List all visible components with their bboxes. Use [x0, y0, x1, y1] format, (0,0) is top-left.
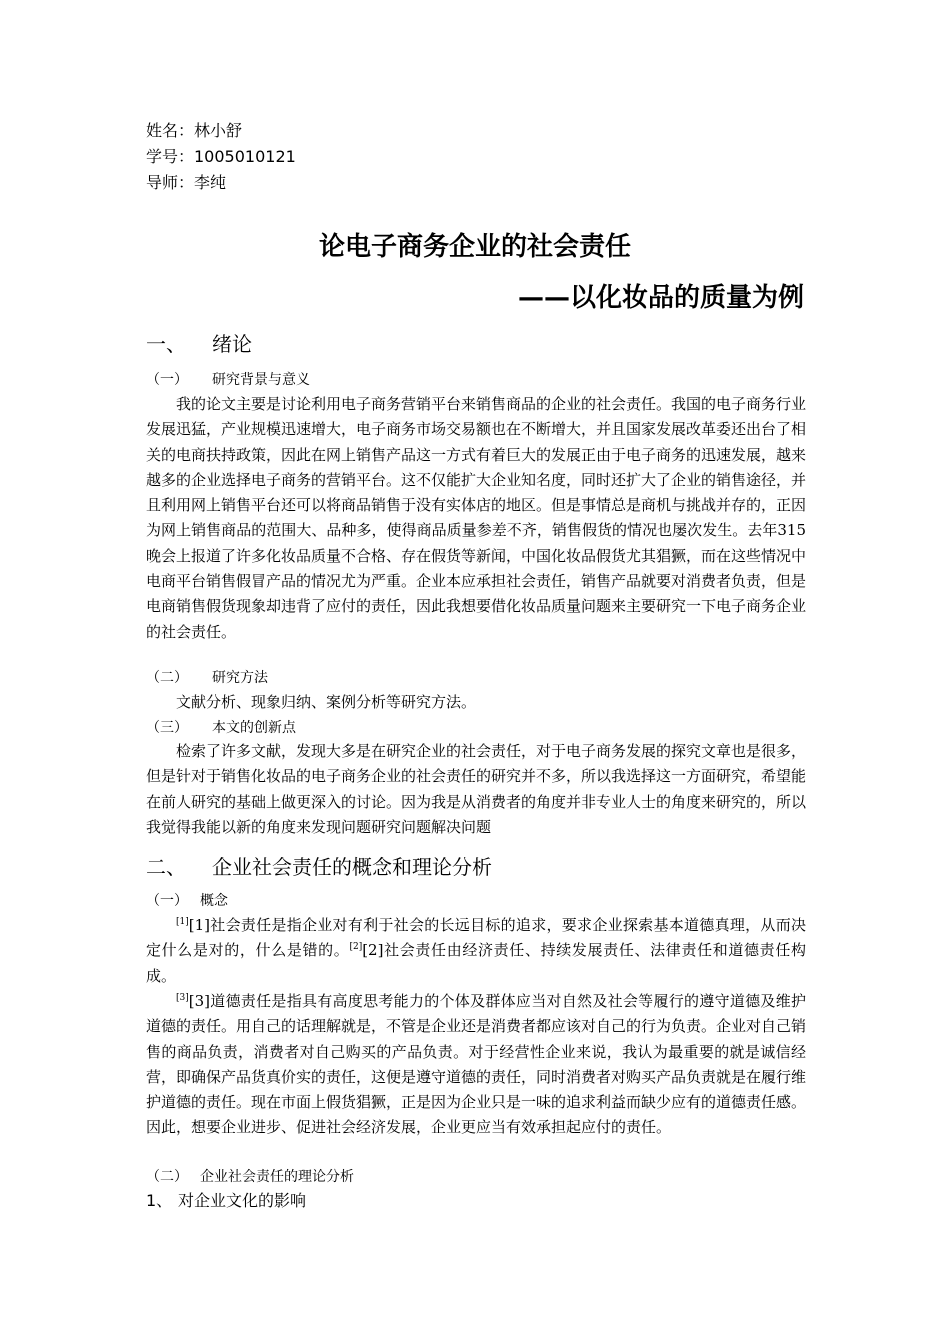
- innovation-paragraph: 检索了许多文献，发现大多是在研究企业的社会责任，对于电子商务发展的探究文章也是很多，但是针对于销售化妆品的电子商务企业的社会责任的研究并不多，所以我选择这一方面研究，希望能在前人研究的基础上做更深入的讨论。因为我是从消费者的角度并非专业人士的角度来研究的，所以我觉得我能以新的角度来发现问题研究问题解决问题: [146, 742, 807, 836]
- section-1-1-number: （一）: [146, 372, 188, 388]
- citation-2-superscript: [2]: [349, 942, 363, 953]
- item-1-heading: [146, 1188, 306, 1211]
- concept-text-3: 道德责任是指具有高度思考能力的个体及群体应当对自然及社会等履行的遵守道德及维护道德的责任。用自己的话理解就是，不管是企业还是消费者都应该对自己的行为负责。企业对自己销售的商品负责，消费者对自己购买的产品负责。对于经营性企业来说，我认为最重要的就是诚信经营，即确保产品货真价实的责任，这便是遵守道德的责任，同时消费者对购买产品负责就是在履行维护道德的责任。现在市面上假货猖獗，正是因为企业只是一味的追求利益而缺少应有的道德责任感。因此，想要企业进步、促进社会经济发展，企业更应当有效承担起应付的责任。: [146, 992, 807, 1137]
- section-2-1-heading: [146, 890, 228, 910]
- page-title: 论电子商务企业的社会责任: [318, 232, 631, 262]
- section-2-heading: [146, 851, 492, 880]
- section-2-1-title: 概念: [200, 893, 228, 909]
- citation-2: [2]: [362, 941, 384, 960]
- section-1-3-number: （三）: [146, 720, 188, 736]
- section-1-number: 一、: [146, 332, 186, 356]
- section-1-heading: [146, 328, 252, 357]
- citation-1: [1]: [188, 916, 210, 934]
- advisor-name: 导师：李纯: [146, 173, 227, 192]
- section-2-2-number: （二）: [146, 1169, 188, 1185]
- section-1-1-title: 研究背景与意义: [212, 372, 310, 388]
- methods-paragraph: 文献分析、现象归纳、案例分析等研究方法。: [176, 693, 477, 711]
- section-1-2-number: （二）: [146, 670, 188, 686]
- item-1-number: 1、: [146, 1191, 173, 1210]
- background-paragraph: 我的论文主要是讨论利用电子商务营销平台来销售商品的企业的社会责任。我国的电子商务行业发展迅猛，产业规模迅速增大，电子商务市场交易额也在不断增大，并且国家发展改革委还出台了相关的电商扶持政策，因此在网上销售产品这一方式有着巨大的发展正由于电子商务的迅速发展，越来越多的企业选择电子商务的营销平台。这不仅能扩大企业知名度，同时还扩大了企业的销售途径，并且利用网上销售平台还可以将商品销售于没有实体店的地区。但是事情总是商机与挑战并存的，正因为网上销售商品的范围大、品种多，使得商品质量参差不齐，销售假货的情况也屡次发生。去年315晚会上报道了许多化妆品质量不合格、存在假货等新闻，中国化妆品假货尤其猖獗，而在这些情况中电商平台销售假冒产品的情况尤为严重。企业本应承担社会责任，销售产品就要对消费者负责，但是电商销售假货现象却违背了应付的责任，因此我想要借化妆品质量问题来主要研究一下电子商务企业的社会责任。: [146, 395, 807, 641]
- concept-paragraph-1: [146, 913, 806, 989]
- student-id: 学号：1005010121: [146, 147, 296, 166]
- concept-text-1: 社会责任是指企业对有利于社会的长远目标的追求，要求企业探索基本道德真理，从而决定什么是对的，什么是错的。: [146, 916, 806, 960]
- author-name: 姓名：林小舒: [146, 121, 243, 140]
- citation-3: [3]: [188, 992, 210, 1010]
- author-info: [146, 118, 296, 196]
- section-2-2-title: 企业社会责任的理论分析: [200, 1169, 354, 1185]
- citation-3-superscript: [3]: [176, 993, 189, 1003]
- section-1-1-heading: [146, 369, 310, 389]
- page-subtitle: ——以化妆品的质量为例: [517, 283, 804, 313]
- section-2-2-heading: [146, 1166, 354, 1186]
- section-1-title: 绪论: [212, 332, 252, 356]
- section-2-title: 企业社会责任的概念和理论分析: [212, 855, 492, 879]
- concept-paragraph-2: [146, 989, 806, 1141]
- item-1-title: 对企业文化的影响: [178, 1191, 307, 1210]
- concept-text-2: 社会责任由经济责任、持续发展责任、法律责任和道德责任构成。: [146, 941, 806, 985]
- section-2-1-number: （一）: [146, 893, 188, 909]
- section-1-3-heading: [146, 717, 296, 737]
- section-1-3-title: 本文的创新点: [212, 720, 296, 736]
- section-1-2-title: 研究方法: [212, 670, 268, 686]
- section-1-2-heading: [146, 667, 268, 687]
- citation-1-superscript: [1]: [176, 917, 189, 927]
- section-2-number: 二、: [146, 855, 186, 879]
